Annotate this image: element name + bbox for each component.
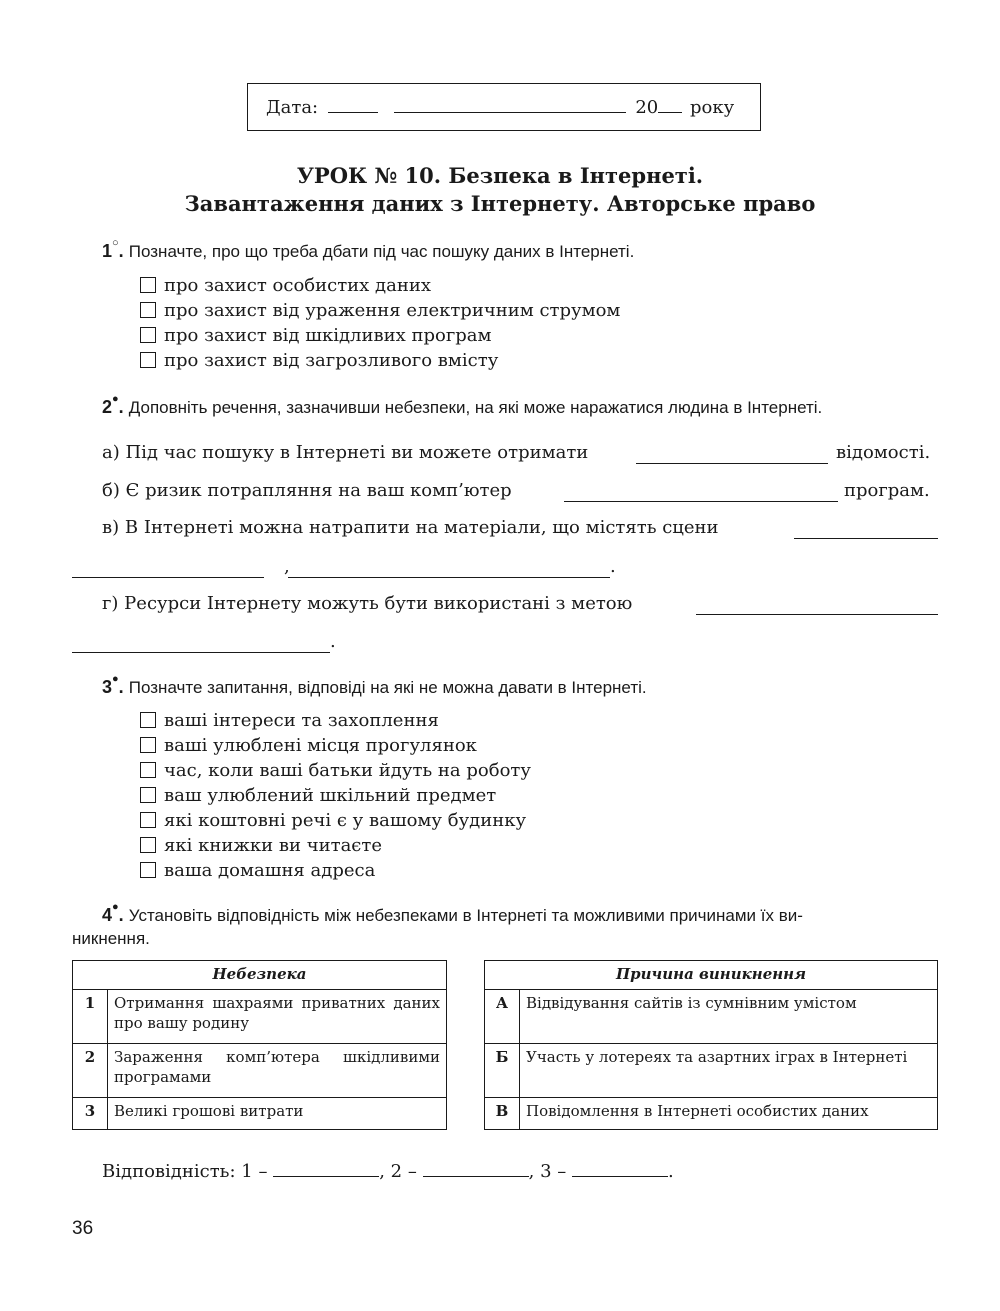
answer-1-blank[interactable] [273,1156,379,1177]
medium-level-icon: ● [112,901,119,913]
row-letter: Б [485,1044,520,1098]
q2-a-text: а) Під час пошуку в Інтернеті ви можете отримати [102,442,589,463]
question-4-number: 4●. [102,901,124,925]
q2-item-v [102,517,719,538]
checkbox[interactable] [140,862,156,878]
option-label: ваш улюблений шкільний предмет [164,785,497,806]
option-item[interactable] [140,758,531,783]
option-item[interactable] [140,833,531,858]
table-header-row [485,961,938,990]
date-line [266,97,734,118]
question-2-number: 2●. [102,393,124,417]
answer-3-label: 3 – [540,1161,567,1182]
dangers-header: Небезпека [73,961,447,990]
answer-2-blank[interactable] [423,1156,529,1177]
page-number: 36 [72,1218,94,1239]
row-text: Великі грошові витрати [108,1098,447,1130]
checkbox[interactable] [140,837,156,853]
checkbox[interactable] [140,302,156,318]
question-1-text: Позначте, про що треба дбати під час пошуку даних в Інтернеті. [128,242,635,261]
checkbox[interactable] [140,277,156,293]
table-row [73,1098,447,1130]
option-item[interactable] [140,708,531,733]
option-item[interactable] [140,858,531,883]
question-4 [102,901,803,926]
medium-level-icon: ● [112,673,119,685]
q1-num: 1 [102,241,113,261]
row-letter: А [485,990,520,1044]
option-label: ваша домашня адреса [164,860,376,881]
q2-v-blank-3[interactable] [288,555,610,578]
q2-g-blank-2[interactable] [72,630,330,653]
checkbox[interactable] [140,352,156,368]
row-text: Участь у лотереях та азартних іграх в Інтернеті [520,1044,938,1098]
answer-comma: , [379,1161,385,1182]
date-year-suffix: року [689,97,735,118]
date-year-prefix: 20 [635,97,659,118]
q2-a-end: відомості. [836,442,931,463]
answer-2-label: 2 – [390,1161,417,1182]
option-label: про захист від загрозливого вмісту [164,350,499,371]
option-label: про захист особистих даних [164,275,431,296]
question-3-text: Позначте запитання, відповіді на які не можна давати в Інтернеті. [128,678,647,697]
page-title-line1: УРОК № 10. Безпека в Інтернеті. [296,163,704,188]
checkbox[interactable] [140,737,156,753]
date-month-blank[interactable] [394,112,626,113]
answer-1-label: 1 – [241,1161,268,1182]
question-3-options [140,708,531,883]
option-label: які коштовні речі є у вашому будинку [164,810,527,831]
checkbox[interactable] [140,787,156,803]
q2-b-end: програм. [844,480,930,501]
option-item[interactable] [140,808,531,833]
option-item[interactable] [140,323,620,348]
option-label: про захист від шкідливих програм [164,325,492,346]
medium-level-icon: ● [112,393,119,405]
q2-v-blank-2[interactable] [72,555,264,578]
row-text: Отримання шахраями приватних даних про вашу родину [108,990,447,1044]
q2-g-text: г) Ресурси Інтернету можуть бути використані з метою [102,593,633,614]
table-row [485,1044,938,1098]
answer-dot: . [667,1161,674,1182]
option-item[interactable] [140,298,620,323]
option-label: які книжки ви читаєте [164,835,382,856]
causes-table [484,960,938,1130]
basic-level-icon: ○ [112,237,119,249]
q2-b-text: б) Є ризик потрапляння на ваш комп’ютер [102,480,512,501]
q2-v-blank-1[interactable] [794,516,938,539]
date-year-blank[interactable] [658,112,682,113]
date-label: Дата: [266,97,319,118]
checkbox[interactable] [140,712,156,728]
question-1-number: 1○. [102,237,124,261]
row-text: Відвідування сайтів із сумнівним умістом [520,990,938,1044]
question-2 [102,393,823,418]
question-4-text-line2: никнення. [72,929,150,948]
q2-b-blank[interactable] [564,479,838,502]
option-item[interactable] [140,273,620,298]
answer-label: Відповідність: [102,1161,236,1182]
q2-g-dot: . [330,631,336,652]
table-row [73,990,447,1044]
q2-v-comma: , [284,556,290,577]
row-number: 1 [73,990,108,1044]
table-row [73,1044,447,1098]
q2-item-g [102,593,632,614]
checkbox[interactable] [140,327,156,343]
q2-a-blank[interactable] [636,441,828,464]
option-item[interactable] [140,783,531,808]
row-letter: В [485,1098,520,1130]
q3-num: 3 [102,677,113,697]
option-label: про захист від ураження електричним струмом [164,300,621,321]
option-label: ваші інтереси та захоплення [164,710,439,731]
answer-line [102,1156,674,1182]
q2-item-b [102,480,512,501]
table-row [485,1098,938,1130]
dangers-table [72,960,447,1130]
option-item[interactable] [140,733,531,758]
answer-3-blank[interactable] [572,1156,668,1177]
q2-g-blank-1[interactable] [696,592,938,615]
question-1-options [140,273,620,373]
q2-v-dot: . [610,556,616,577]
option-label: час, коли ваші батьки йдуть на роботу [164,760,531,781]
checkbox[interactable] [140,812,156,828]
answer-comma: , [528,1161,535,1182]
date-day-blank[interactable] [328,112,378,113]
q2-item-a [102,442,588,463]
row-text: Повідомлення в Інтернеті особистих даних [520,1098,938,1130]
q2-v-text: в) В Інтернеті можна натрапити на матеріали, що містять сцени [102,517,719,538]
row-text: Зараження комп’ютера шкідливими програмами [108,1044,447,1098]
q2-num: 2 [102,397,113,417]
page-title-line2: Завантаження даних з Інтернету. Авторське право [184,191,816,216]
option-item[interactable] [140,348,620,373]
question-3-number: 3●. [102,673,124,697]
question-4-text-line1: Установіть відповідність між небезпеками в Інтернеті та можливими причинами їх ви- [128,906,803,925]
causes-header: Причина виникнення [485,961,938,990]
option-label: ваші улюблені місця прогулянок [164,735,477,756]
checkbox[interactable] [140,762,156,778]
q4-num: 4 [102,905,113,925]
row-number: 3 [73,1098,108,1130]
table-row [485,990,938,1044]
date-box [247,83,761,131]
question-2-text: Доповніть речення, зазначивши небезпеки, на які може наражатися людина в Інтернеті. [128,398,823,417]
row-number: 2 [73,1044,108,1098]
question-1 [102,237,635,262]
table-header-row [73,961,447,990]
question-3 [102,673,647,698]
